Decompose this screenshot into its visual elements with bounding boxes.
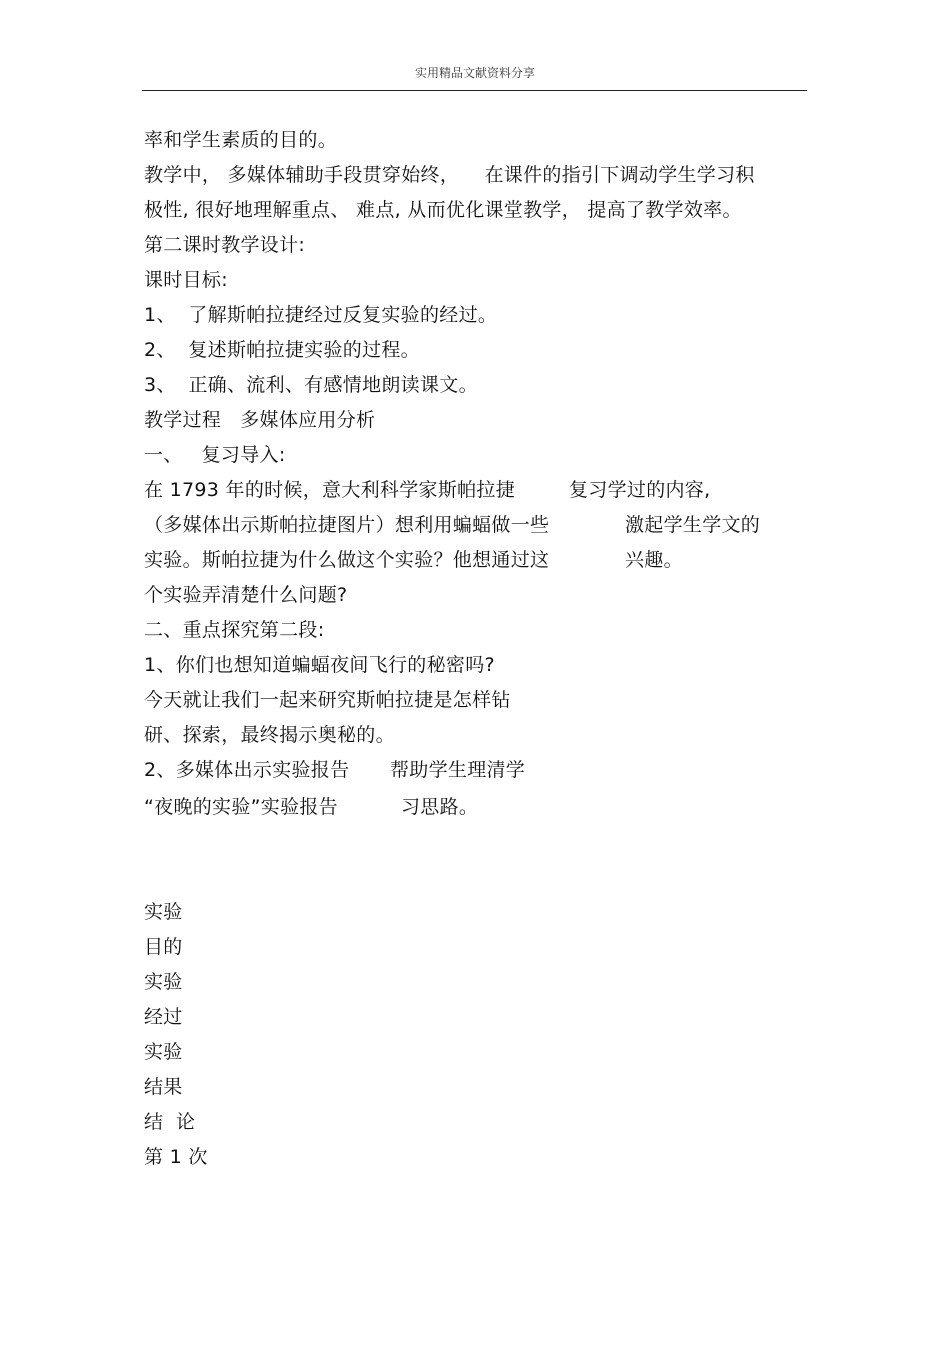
text-line: 个实验弄清楚什么问题?	[144, 584, 348, 606]
page-header: 实用精品文献资料分享	[414, 66, 535, 80]
report-table-label: 实验	[144, 1041, 183, 1063]
report-table-label: 第 1 次	[144, 1146, 208, 1168]
media-note: 复习学过的内容,	[569, 479, 711, 501]
media-note: 激起学生学文的	[625, 514, 761, 536]
report-table-label: 经过	[144, 1006, 183, 1028]
objective-item: 1、 了解斯帕拉捷经过反复实验的经过。	[144, 304, 498, 326]
objective-item: 2、 复述斯帕拉捷实验的过程。	[144, 339, 420, 361]
report-table-label: 实验	[144, 901, 183, 923]
section-heading: 一、 复习导入:	[144, 444, 286, 466]
report-table-label: 结 论	[144, 1111, 196, 1133]
text-line: 课时目标:	[144, 269, 228, 291]
text-line: 在 1793 年的时候，意大利科学家斯帕拉捷	[144, 479, 516, 501]
section-heading: 二、重点探究第二段:	[144, 619, 325, 641]
text-line: 研、探索，最终揭示奥秘的。	[144, 724, 395, 746]
objective-item: 3、 正确、流利、有感情地朗读课文。	[144, 374, 478, 396]
media-note: 兴趣。	[625, 549, 683, 571]
media-note: 习思路。	[401, 796, 479, 818]
header-rule	[142, 90, 807, 91]
section-heading: 教学过程 多媒体应用分析	[144, 409, 376, 431]
report-table-label: 实验	[144, 971, 183, 993]
report-table-label: 结果	[144, 1076, 183, 1098]
report-table-label: 目的	[144, 936, 183, 958]
text-line: 第二课时教学设计:	[144, 234, 306, 256]
text-line: 1、你们也想知道蝙蝠夜间飞行的秘密吗?	[144, 654, 495, 676]
text-line: （多媒体出示斯帕拉捷图片）想利用蝙蝠做一些	[144, 514, 550, 536]
text-line: 实验。斯帕拉捷为什么做这个实验？他想通过这	[144, 549, 550, 571]
text-line: 今天就让我们一起来研究斯帕拉捷是怎样钻	[144, 689, 511, 711]
text-line: 率和学生素质的目的。	[144, 129, 338, 151]
media-note: 帮助学生理清学	[390, 759, 526, 781]
text-line: 教学中， 多媒体辅助手段贯穿始终， 在课件的指引下调动学生学习积	[144, 164, 755, 186]
text-line: “夜晚的实验”实验报告	[144, 796, 338, 818]
text-line: 2、多媒体出示实验报告	[144, 759, 350, 781]
text-line: 极性, 很好地理解重点、 难点, 从而优化课堂教学， 提高了教学效率。	[144, 199, 742, 221]
